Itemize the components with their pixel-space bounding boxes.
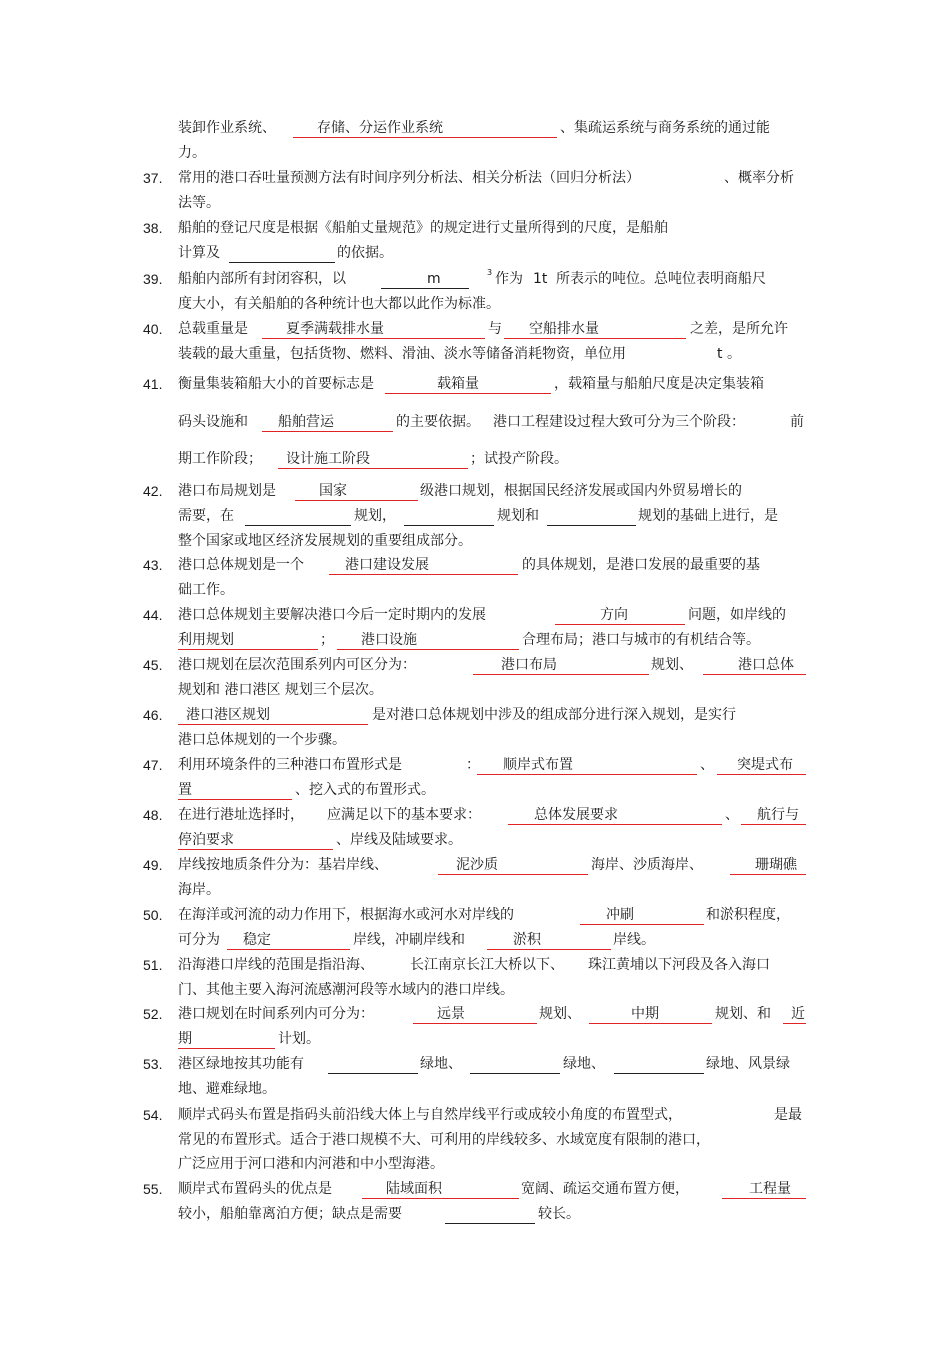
q44-answer: 港口设施 (361, 632, 417, 648)
question-number: 41. (143, 376, 163, 392)
q41-text: 期工作阶段； (178, 451, 262, 467)
q52-answer: 近 (791, 1006, 805, 1022)
q51-text: 门、其他主要入海河流感潮河段等水域内的港口岸线。 (178, 982, 514, 998)
q43-answer: 港口建设发展 (345, 557, 429, 573)
q41-text: 码头设施和 (178, 414, 248, 430)
q40-text: t 。 (717, 346, 741, 362)
q39-text: 所表示的吨位。总吨位表明商船尺 (556, 271, 766, 287)
q52-text: 港口规划在时间系列内可分为： (178, 1006, 374, 1022)
q48-answer: 航行与 (757, 807, 799, 823)
q55-text: 较长。 (538, 1206, 580, 1222)
q41-answer: 设计施工阶段 (286, 451, 370, 467)
q44-text: 问题，如岸线的 (688, 607, 786, 623)
q50-answer-blank-3 (487, 931, 611, 950)
q41-answer-blank-1 (385, 375, 551, 394)
q42-answer-blank (295, 482, 418, 501)
q44-text: ； (320, 632, 334, 648)
q40-answer-blank-2 (504, 320, 686, 339)
question-number: 55. (143, 1181, 163, 1197)
q44-answer: 利用规划 (178, 632, 234, 648)
q45-text: 港口规划在层次范围系列内可区分为： (178, 657, 416, 673)
question-number: 38. (143, 220, 163, 236)
q55-text: 顺岸式布置码头的优点是 (178, 1181, 332, 1197)
q54-text: 常见的布置形式。适合于港口规模不大、可利用的岸线较多、水域宽度有限制的港口， (178, 1132, 710, 1148)
q44-answer-blank-2 (178, 631, 318, 650)
q41-text: 前 (790, 414, 804, 430)
q48-answer: 停泊要求 (178, 832, 234, 848)
q36-answer-blank (293, 119, 557, 138)
q41-text: ；试投产阶段。 (470, 451, 568, 467)
question-number: 44. (143, 607, 163, 623)
q41-text: ，载箱量与船舶尺度是决定集装箱 (554, 376, 764, 392)
q43-text: 的具体规划，是港口发展的最重要的基 (522, 557, 760, 573)
q48-text: 、 (725, 807, 739, 823)
q48-answer-blank-3 (178, 831, 333, 850)
q40-answer: 夏季满载排水量 (286, 321, 384, 337)
question-number: 47. (143, 757, 163, 773)
q50-text: 岸线。 (613, 932, 655, 948)
q49-text: 海岸、沙质海岸、 (591, 857, 703, 873)
q48-answer-blank-2 (741, 806, 806, 825)
q40-text: 总载重量是 (178, 321, 248, 337)
q53-empty-blank-1 (328, 1055, 418, 1074)
q47-answer: 置 (178, 782, 192, 798)
q42-text: 港口布局规划是 (178, 483, 276, 499)
q52-answer: 期 (178, 1031, 192, 1047)
q48-text: 在进行港址选择时， (178, 807, 304, 823)
q48-answer: 总体发展要求 (534, 807, 618, 823)
q52-answer-blank-2 (589, 1005, 712, 1024)
question-number: 45. (143, 657, 163, 673)
question-number: 54. (143, 1107, 163, 1123)
q51-text: 珠江黄埔以下河段及各入海口 (588, 957, 770, 973)
q36-text: 装卸作业系统、 (178, 120, 276, 136)
q42-empty-blank-2 (404, 507, 494, 526)
q46-answer-blank (178, 706, 368, 725)
q40-text: 装载的最大重量，包括货物、燃料、滑油、淡水等储备消耗物资，单位用 (178, 346, 626, 362)
q47-text: 、 (700, 757, 714, 773)
q49-answer-blank-2 (730, 856, 806, 875)
q47-answer: 顺岸式布置 (503, 757, 573, 773)
q54-text: 是最 (774, 1107, 802, 1123)
question-number: 51. (143, 957, 163, 973)
q40-text: 与 (488, 321, 502, 337)
q37-text: 、概率分析 (724, 170, 794, 186)
q37-text: 常用的港口吞吐量预测方法有时间序列分析法、相关分析法（回归分析法） (178, 170, 640, 186)
question-number: 42. (143, 483, 163, 499)
question-number: 52. (143, 1006, 163, 1022)
q49-answer-blank-1 (438, 856, 588, 875)
q49-text: 海岸。 (178, 882, 220, 898)
q45-answer: 港口总体 (738, 657, 794, 673)
question-number: 53. (143, 1056, 163, 1072)
q50-text: 岸线，冲刷岸线和 (353, 932, 465, 948)
q40-answer: 空船排水量 (529, 321, 599, 337)
q46-text: 港口总体规划的一个步骤。 (178, 732, 346, 748)
q39-text: 船舶内部所有封闭容积，以 (178, 271, 346, 287)
q47-text: 利用环境条件的三种港口布置形式是 (178, 757, 402, 773)
question-number: 50. (143, 907, 163, 923)
q46-text: 是对港口总体规划中涉及的组成部分进行深入规划，是实行 (372, 707, 736, 723)
q47-answer-blank-2 (717, 756, 806, 775)
q47-answer-blank-3 (178, 781, 292, 800)
q39-text: 1t (533, 271, 548, 287)
q45-answer-blank-2 (703, 656, 806, 675)
question-number: 48. (143, 807, 163, 823)
q49-text: 岸线按地质条件分为：基岩岸线、 (178, 857, 388, 873)
q55-text: 宽阔、疏运交通布置方便， (521, 1181, 689, 1197)
q45-text: 规划和 港口港区 规划三个层次。 (178, 682, 383, 698)
q36-text: 力。 (178, 145, 206, 161)
q38-text: 船舶的登记尺度是根据《船舶丈量规范》的规定进行丈量所得到的尺度，是船舶 (178, 220, 668, 236)
q53-text: 地、避难绿地。 (178, 1081, 276, 1097)
q52-answer-blank-3 (783, 1005, 806, 1024)
q42-text: 需要，在 (178, 508, 234, 524)
q42-text: 规划和 (497, 508, 539, 524)
q41-answer: 载箱量 (437, 376, 479, 392)
q42-text: 规划的基础上进行，是 (638, 508, 778, 524)
q50-answer-blank-1 (580, 906, 704, 925)
q40-text: 之差，是所允许 (690, 321, 788, 337)
q50-text: 在海洋或河流的动力作用下，根据海水或河水对岸线的 (178, 907, 514, 923)
q52-answer-blank-1 (413, 1005, 537, 1024)
q49-answer: 泥沙质 (456, 857, 498, 873)
q50-answer: 冲刷 (606, 907, 634, 923)
q52-text: 规划、 (539, 1006, 581, 1022)
q39-answer-blank (381, 270, 469, 289)
q38-text: 的依据。 (337, 245, 393, 261)
q40-answer-blank-1 (262, 320, 485, 339)
q53-empty-blank-3 (614, 1055, 704, 1074)
q45-text: 规划、 (651, 657, 693, 673)
q41-answer-blank-2 (262, 413, 393, 432)
question-number: 49. (143, 857, 163, 873)
q41-text: 的主要依据。 (396, 414, 480, 430)
question-number: 46. (143, 707, 163, 723)
q37-text: 法等。 (178, 195, 220, 211)
q44-answer: 方向 (600, 607, 628, 623)
q55-empty-blank (445, 1205, 535, 1224)
q44-answer-blank-1 (555, 606, 685, 625)
q48-answer-blank-1 (508, 806, 722, 825)
q52-text: 计划。 (278, 1031, 320, 1047)
q45-answer-blank-1 (473, 656, 649, 675)
q44-text: 合理布局；港口与城市的有机结合等。 (522, 632, 760, 648)
q50-text: 和淤积程度， (706, 907, 790, 923)
q49-answer: 珊瑚礁 (755, 857, 797, 873)
q41-text: 港口工程建设过程大致可分为三个阶段： (493, 414, 745, 430)
q55-answer: 工程量 (749, 1181, 791, 1197)
q47-answer: 突堤式布 (737, 757, 793, 773)
q52-text: 规划、和 (715, 1006, 771, 1022)
q36-text: 、集疏运系统与商务系统的通过能 (560, 120, 770, 136)
q42-empty-blank-3 (547, 507, 636, 526)
question-number: 37. (143, 170, 163, 186)
q52-answer: 中期 (631, 1006, 659, 1022)
q38-empty-blank (229, 244, 335, 263)
q39-answer: m (427, 271, 441, 287)
q52-answer-blank-4 (178, 1030, 275, 1049)
q48-text: 、岸线及陆域要求。 (336, 832, 462, 848)
q43-answer-blank (329, 556, 518, 575)
q55-text: 较小，船舶靠离泊方便；缺点是需要 (178, 1206, 402, 1222)
q39-text: 作为 (495, 271, 523, 287)
q46-answer: 港口港区规划 (186, 707, 270, 723)
q42-text: 级港口规划，根据国民经济发展或国内外贸易增长的 (420, 483, 742, 499)
q53-text: 港区绿地按其功能有 (178, 1056, 304, 1072)
q55-answer-blank-1 (362, 1180, 519, 1199)
q44-text: 港口总体规划主要解决港口今后一定时期内的发展 (178, 607, 486, 623)
question-number: 43. (143, 557, 163, 573)
q43-text: 港口总体规划是一个 (178, 557, 304, 573)
question-number: 40. (143, 321, 163, 337)
q51-text: 长江南京长江大桥以下、 (410, 957, 564, 973)
q42-text: 规划， (354, 508, 396, 524)
q45-answer: 港口布局 (501, 657, 557, 673)
q43-text: 础工作。 (178, 582, 234, 598)
q39-superscript: 3 (487, 268, 493, 277)
q53-empty-blank-2 (470, 1055, 560, 1074)
q55-answer: 陆域面积 (386, 1181, 442, 1197)
q39-text: 度大小，有关船舶的各种统计也大都以此作为标准。 (178, 296, 500, 312)
q50-answer-blank-2 (227, 931, 350, 950)
q42-text: 整个国家或地区经济发展规划的重要组成部分。 (178, 533, 472, 549)
q41-text: 衡量集装箱船大小的首要标志是 (178, 376, 374, 392)
question-number: 39. (143, 271, 163, 287)
q38-text: 计算及 (178, 245, 220, 261)
q55-answer-blank-2 (722, 1180, 806, 1199)
q42-answer: 国家 (319, 483, 347, 499)
q36-answer: 存储、分运作业系统 (317, 120, 443, 136)
q47-answer-blank-1 (477, 756, 697, 775)
q50-text: 可分为 (178, 932, 220, 948)
q42-empty-blank-1 (245, 507, 351, 526)
q47-text: 、挖入式的布置形式。 (295, 782, 435, 798)
q47-text: ： (466, 757, 480, 773)
q53-text: 绿地、 (563, 1056, 605, 1072)
q48-text: 应满足以下的基本要求： (327, 807, 481, 823)
q52-answer: 远景 (437, 1006, 465, 1022)
q51-text: 沿海港口岸线的范围是指沿海、 (178, 957, 374, 973)
q41-answer-blank-3 (278, 450, 468, 469)
q53-text: 绿地、风景绿 (706, 1056, 790, 1072)
q54-text: 广泛应用于河口港和内河港和中小型海港。 (178, 1156, 444, 1172)
q53-text: 绿地、 (420, 1056, 462, 1072)
q54-text: 顺岸式码头布置是指码头前沿线大体上与自然岸线平行或成较小角度的布置型式， (178, 1107, 682, 1123)
q44-answer-blank-3 (337, 631, 519, 650)
q41-answer: 船舶营运 (278, 414, 334, 430)
q50-answer: 稳定 (243, 932, 271, 948)
q50-answer: 淤积 (513, 932, 541, 948)
